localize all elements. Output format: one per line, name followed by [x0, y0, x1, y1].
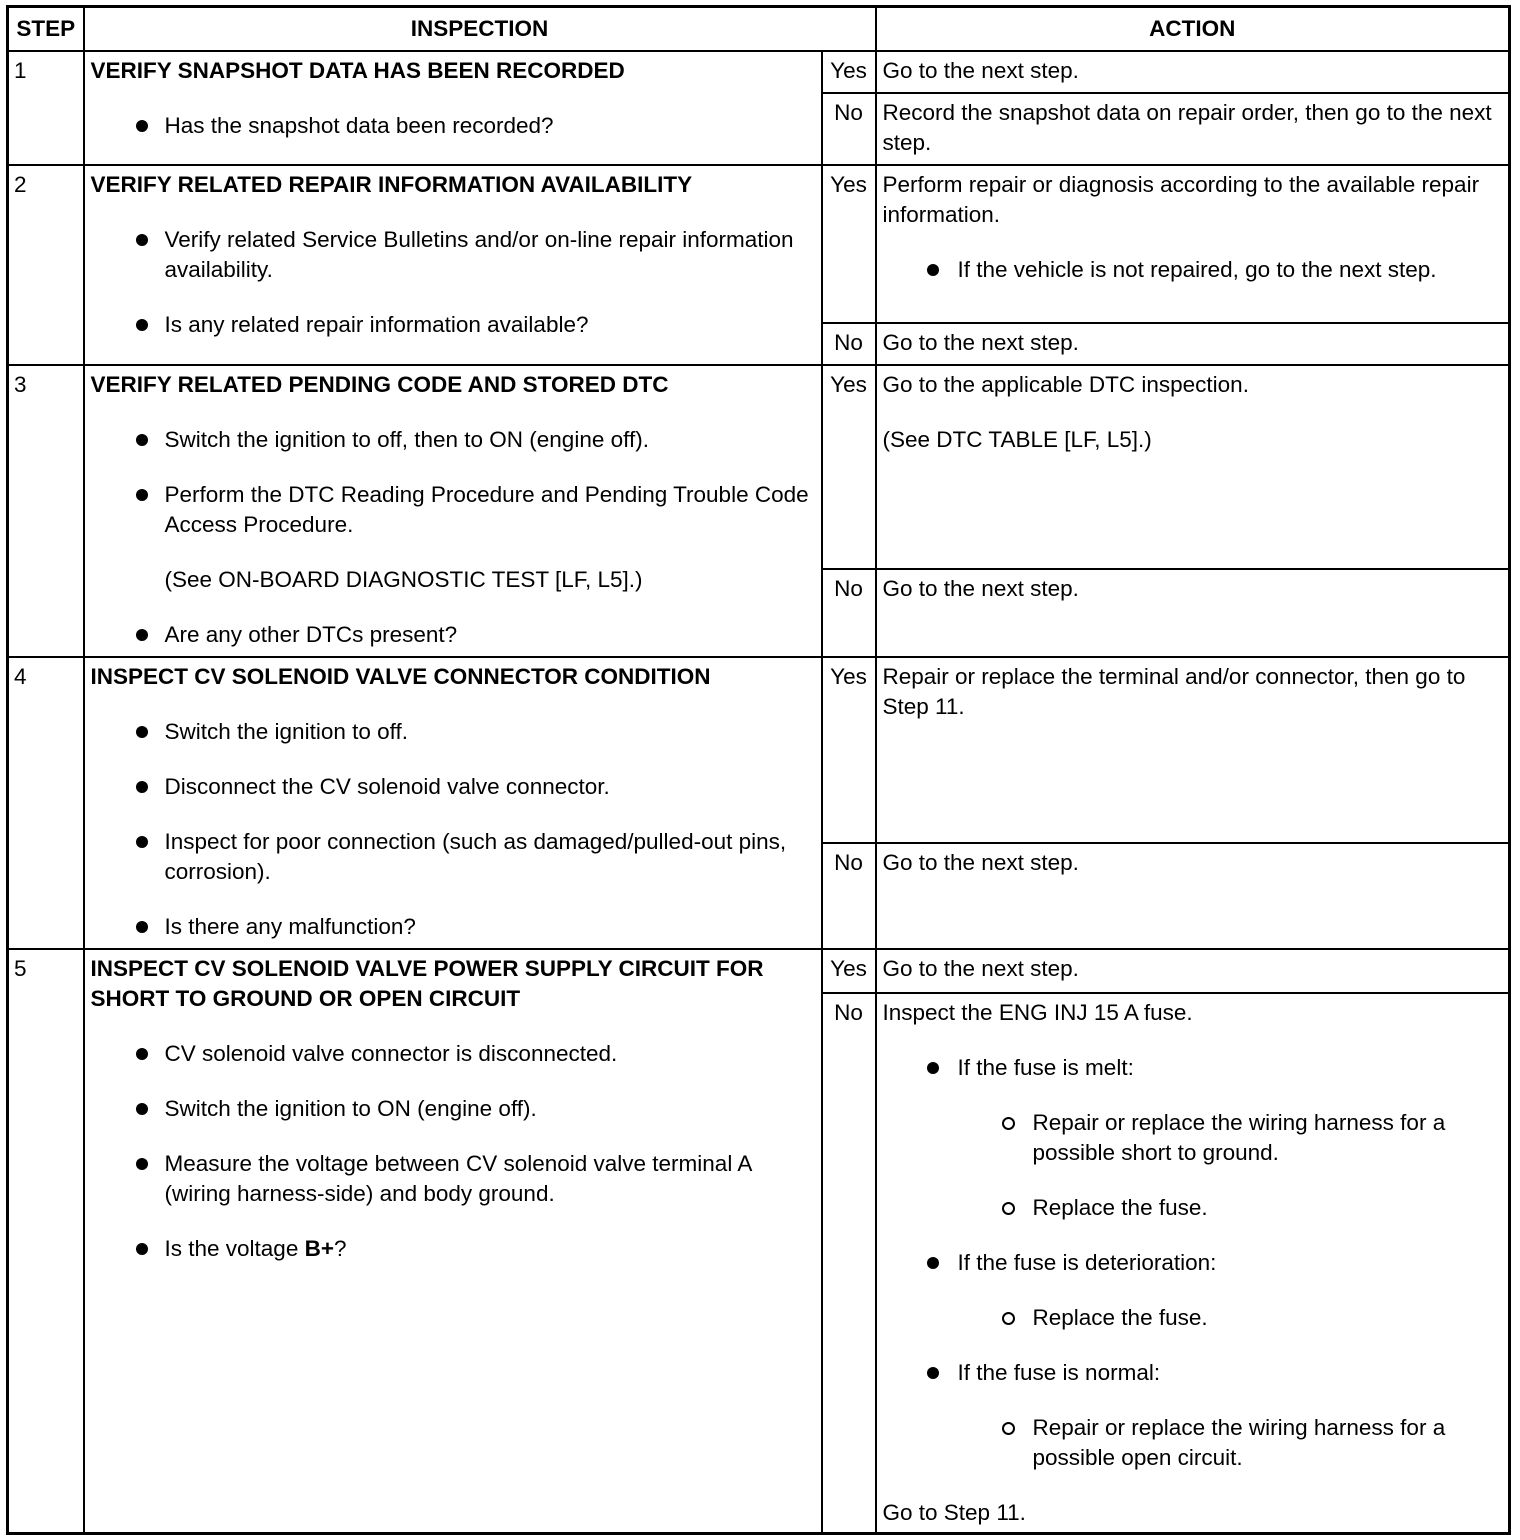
action-text: Go to the applicable DTC inspection. — [882, 371, 1249, 397]
no-action: Go to the next step. — [876, 569, 1510, 657]
action-bullet — [883, 1358, 1503, 1473]
inspection-bullet: Perform the DTC Reading Procedure and Pending Trouble Code Access Procedure. — [91, 480, 815, 540]
action-sub-bullet: Repair or replace the wiring harness for a possible short to ground. — [958, 1108, 1503, 1168]
yes-label: Yes — [822, 365, 876, 569]
diagnostic-procedure-table — [6, 5, 1511, 1535]
step-number: 1 — [8, 51, 84, 165]
step-title: INSPECT CV SOLENOID VALVE POWER SUPPLY CIRCUIT FOR SHORT TO GROUND OR OPEN CIRCUIT — [90, 955, 764, 1011]
step-number: 5 — [8, 949, 84, 1534]
header-inspection: INSPECTION — [84, 7, 876, 51]
yes-action — [876, 165, 1510, 323]
action-sub-bullet: Replace the fuse. — [958, 1193, 1503, 1223]
step-number: 3 — [8, 365, 84, 657]
condition-text: If the fuse is normal: — [957, 1359, 1161, 1385]
inspection-bullet: Switch the ignition to ON (engine off). — [91, 1094, 815, 1124]
no-action: Go to the next step. — [876, 323, 1510, 365]
step-number: 2 — [8, 165, 84, 365]
reference-text: (See DTC TABLE [LF, L5].) — [882, 426, 1152, 452]
inspection-bullet: Switch the ignition to off. — [91, 717, 815, 747]
yes-action: Go to the next step. — [876, 51, 1510, 93]
condition-text: If the fuse is melt: — [957, 1054, 1134, 1080]
no-label: No — [822, 843, 876, 949]
inspection-bullet: Has the snapshot data been recorded? — [91, 111, 815, 141]
action-text: Perform repair or diagnosis according to the available repair information. — [882, 171, 1480, 227]
header-action: ACTION — [876, 7, 1510, 51]
condition-text: If the fuse is deterioration: — [957, 1249, 1217, 1275]
reference-text: (See ON-BOARD DIAGNOSTIC TEST [LF, L5].) — [164, 566, 643, 592]
inspection-bullet: Measure the voltage between CV solenoid valve terminal A (wiring harness-side) and body ground. — [91, 1149, 815, 1209]
step-number: 4 — [8, 657, 84, 949]
step-inspection — [84, 657, 822, 949]
yes-action: Repair or replace the terminal and/or connector, then go to Step 11. — [876, 657, 1510, 843]
yes-label: Yes — [822, 657, 876, 843]
step-inspection — [84, 165, 822, 365]
step-title: VERIFY RELATED PENDING CODE AND STORED DTC — [90, 371, 669, 397]
inspection-bullet: Switch the ignition to off, then to ON (engine off). — [91, 425, 815, 455]
no-label: No — [822, 93, 876, 165]
step-title: VERIFY RELATED REPAIR INFORMATION AVAILABILITY — [90, 171, 693, 197]
no-label: No — [822, 569, 876, 657]
action-sub-bullet: Replace the fuse. — [958, 1303, 1503, 1333]
yes-label: Yes — [822, 949, 876, 993]
yes-label: Yes — [822, 51, 876, 93]
action-bullet: If the vehicle is not repaired, go to the next step. — [883, 255, 1503, 285]
no-action: Go to the next step. — [876, 843, 1510, 949]
header-step: STEP — [8, 7, 84, 51]
action-bullet — [883, 1248, 1503, 1333]
bullet-text: Is the voltage — [164, 1235, 305, 1261]
voltage-value: B+ — [304, 1235, 334, 1261]
step-inspection — [84, 51, 822, 165]
step-inspection — [84, 949, 822, 1534]
step-title: VERIFY SNAPSHOT DATA HAS BEEN RECORDED — [90, 57, 625, 83]
inspection-bullet: Disconnect the CV solenoid valve connector. — [91, 772, 815, 802]
inspection-bullet: CV solenoid valve connector is disconnected. — [91, 1039, 815, 1069]
action-sub-bullet: Repair or replace the wiring harness for a possible open circuit. — [958, 1413, 1503, 1473]
no-label: No — [822, 993, 876, 1534]
inspection-bullet: Is there any malfunction? — [91, 912, 815, 942]
yes-action: Go to the next step. — [876, 949, 1510, 993]
step-inspection — [84, 365, 822, 657]
action-text: Go to Step 11. — [882, 1499, 1026, 1525]
bullet-text-end: ? — [333, 1235, 347, 1261]
action-bullet — [883, 1053, 1503, 1223]
inspection-bullet — [91, 1234, 815, 1264]
no-action — [876, 993, 1510, 1534]
inspection-bullet: Inspect for poor connection (such as damaged/pulled-out pins, corrosion). — [91, 827, 815, 887]
inspection-bullet: Are any other DTCs present? — [91, 620, 815, 650]
inspection-bullet: Verify related Service Bulletins and/or on-line repair information availability. — [91, 225, 815, 285]
no-label: No — [822, 323, 876, 365]
action-text: Inspect the ENG INJ 15 A fuse. — [882, 999, 1193, 1025]
yes-action — [876, 365, 1510, 569]
inspection-bullet: Is any related repair information available? — [91, 310, 815, 340]
yes-label: Yes — [822, 165, 876, 323]
no-action: Record the snapshot data on repair order, then go to the next step. — [876, 93, 1510, 165]
step-title: INSPECT CV SOLENOID VALVE CONNECTOR CONDITION — [90, 663, 711, 689]
